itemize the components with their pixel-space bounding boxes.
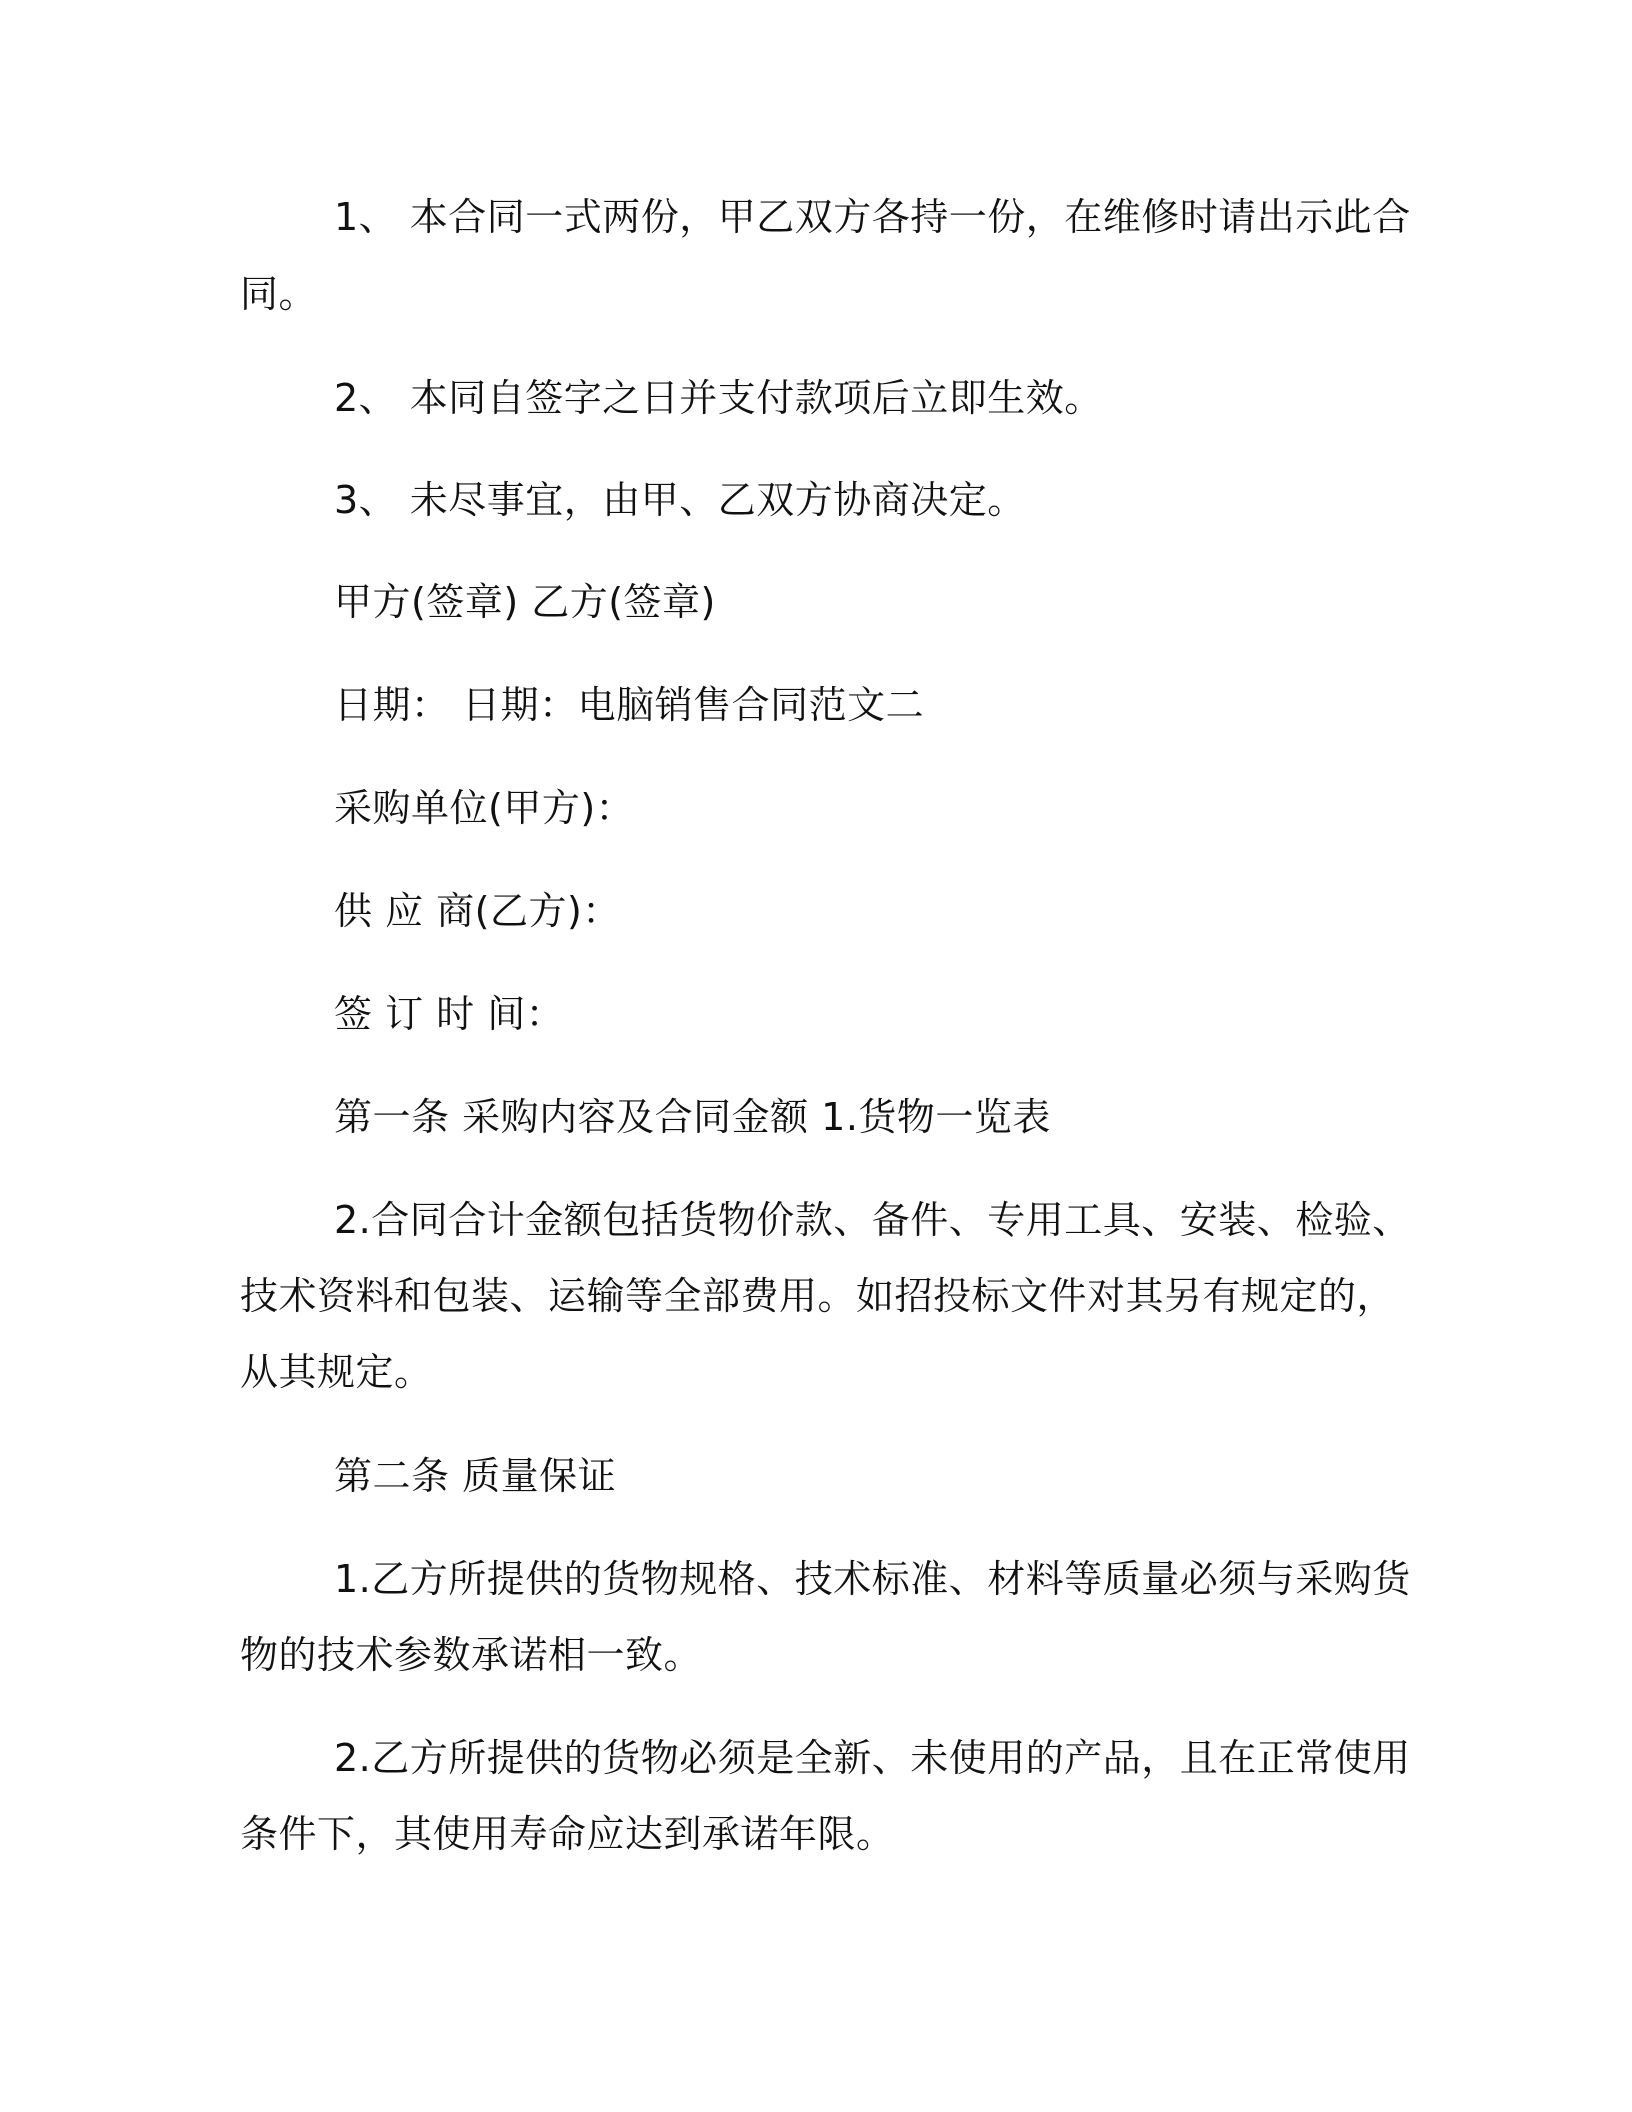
article-2-item-2-line-1: 2.乙方所提供的货物必须是全新、未使用的产品，且在正常使用: [334, 1736, 1411, 1780]
article-1-item-2-line-1: 2.合同合计金额包括货物价款、备件、专用工具、安装、检验、: [334, 1198, 1411, 1242]
article-2-heading: 第二条 质量保证: [334, 1454, 617, 1498]
date-line: 日期： 日期：电脑销售合同范文二: [334, 683, 925, 727]
article-1-heading: 第一条 采购内容及合同金额 1.货物一览表: [334, 1095, 1051, 1139]
article-2-item-2-line-2: 条件下，其使用寿命应达到承诺年限。: [240, 1812, 895, 1856]
signing-time-line: 签 订 时 间：: [334, 992, 565, 1036]
clause-2: 2、 本同自签字之日并支付款项后立即生效。: [334, 376, 1103, 420]
signature-line: 甲方(签章) 乙方(签章): [334, 580, 716, 624]
clause-1-line-1: 1、 本合同一式两份，甲乙双方各持一份，在维修时请出示此合: [334, 195, 1411, 239]
clause-3: 3、 未尽事宜，由甲、乙双方协商决定。: [334, 478, 1026, 522]
article-1-item-2-line-2: 技术资料和包装、运输等全部费用。如招投标文件对其另有规定的，: [240, 1274, 1396, 1318]
clause-1-line-2: 同。: [240, 272, 318, 316]
article-1-item-2-line-3: 从其规定。: [240, 1350, 433, 1394]
article-2-item-1-line-2: 物的技术参数承诺相一致。: [240, 1633, 703, 1677]
purchaser-line: 采购单位(甲方)：: [334, 786, 635, 830]
article-2-item-1-line-1: 1.乙方所提供的货物规格、技术标准、材料等质量必须与采购货: [334, 1557, 1411, 1601]
supplier-line: 供 应 商(乙方)：: [334, 889, 621, 933]
